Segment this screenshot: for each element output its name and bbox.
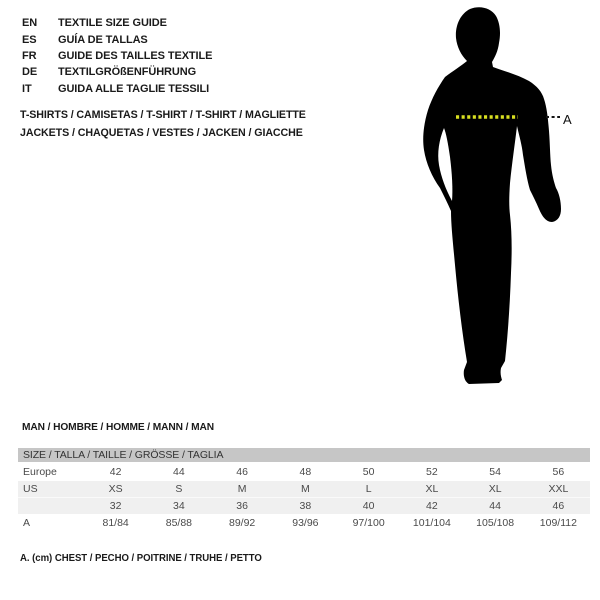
language-row	[22, 48, 212, 64]
category-lines	[20, 107, 306, 142]
size-cell: 52	[400, 462, 463, 481]
table-row-numeric	[18, 498, 590, 515]
language-row	[22, 31, 212, 47]
language-row	[22, 64, 212, 80]
category-line-tshirts: T-SHIRTS / CAMISETAS / T-SHIRT / T-SHIRT / MAGLIETTE	[20, 109, 306, 121]
size-cell: 105/108	[464, 514, 527, 532]
section-title: MAN / HOMBRE / HOMME / MANN / MAN	[22, 421, 215, 433]
size-cell: 97/100	[337, 514, 400, 532]
size-cell: 48	[274, 462, 337, 481]
measurement-caption: A. (cm) CHEST / PECHO / POITRINE / TRUHE / PETTO	[20, 553, 262, 564]
language-code: ES	[22, 33, 37, 46]
size-cell: M	[274, 481, 337, 498]
table-header-row	[18, 448, 590, 462]
size-cell: 56	[527, 462, 590, 481]
size-cell: 36	[211, 498, 274, 515]
row-label: A	[18, 514, 84, 532]
size-cell: 34	[147, 498, 210, 515]
size-cell: 42	[84, 462, 147, 481]
table-row-europe	[18, 462, 590, 481]
category-line-jackets: JACKETS / CHAQUETAS / VESTES / JACKEN / GIACCHE	[20, 126, 303, 139]
size-cell: L	[337, 481, 400, 498]
row-label: US	[18, 481, 84, 498]
size-cell: 81/84	[84, 514, 147, 532]
size-cell: XL	[400, 481, 463, 498]
size-cell: 46	[211, 462, 274, 481]
size-cell: 44	[464, 498, 527, 515]
size-cell: 40	[337, 498, 400, 515]
language-title: TEXTILE SIZE GUIDE	[58, 17, 167, 30]
language-code: IT	[22, 82, 32, 95]
figure-area	[415, 5, 595, 390]
row-label	[18, 498, 84, 515]
language-title: GUÍA DE TALLAS	[58, 33, 148, 46]
row-label: Europe	[18, 462, 84, 481]
language-row	[22, 81, 212, 97]
size-cell: 93/96	[274, 514, 337, 532]
size-cell: 38	[274, 498, 337, 515]
size-cell: 42	[400, 498, 463, 515]
size-cell: S	[147, 481, 210, 498]
language-code: FR	[22, 49, 37, 62]
size-cell: M	[211, 481, 274, 498]
size-cell: 46	[527, 498, 590, 515]
size-cell: 101/104	[400, 514, 463, 532]
language-list	[22, 15, 212, 97]
size-table-header: SIZE / TALLA / TAILLE / GRÖSSE / TAGLIA	[18, 448, 590, 462]
size-cell: 44	[147, 462, 210, 481]
language-code: EN	[22, 17, 38, 30]
size-cell: 32	[84, 498, 147, 515]
table-row-chest-cm	[18, 514, 590, 532]
measure-label-a: A	[563, 112, 572, 127]
language-title: GUIDE DES TAILLES TEXTILE	[58, 49, 213, 62]
size-cell: XXL	[527, 481, 590, 498]
size-cell: 85/88	[147, 514, 210, 532]
size-cell: XL	[464, 481, 527, 498]
size-cell: 54	[464, 462, 527, 481]
size-cell: 89/92	[211, 514, 274, 532]
size-cell: 50	[337, 462, 400, 481]
man-body-shape	[423, 7, 561, 384]
language-row	[22, 15, 212, 31]
language-title: GUIDA ALLE TAGLIE TESSILI	[58, 82, 210, 95]
size-cell: XS	[84, 481, 147, 498]
table-row-us	[18, 481, 590, 498]
language-title: TEXTILGRÖßENFÜHRUNG	[58, 66, 197, 79]
man-silhouette	[415, 5, 570, 390]
language-code: DE	[22, 66, 38, 79]
size-table	[18, 448, 590, 532]
size-cell: 109/112	[527, 514, 590, 532]
